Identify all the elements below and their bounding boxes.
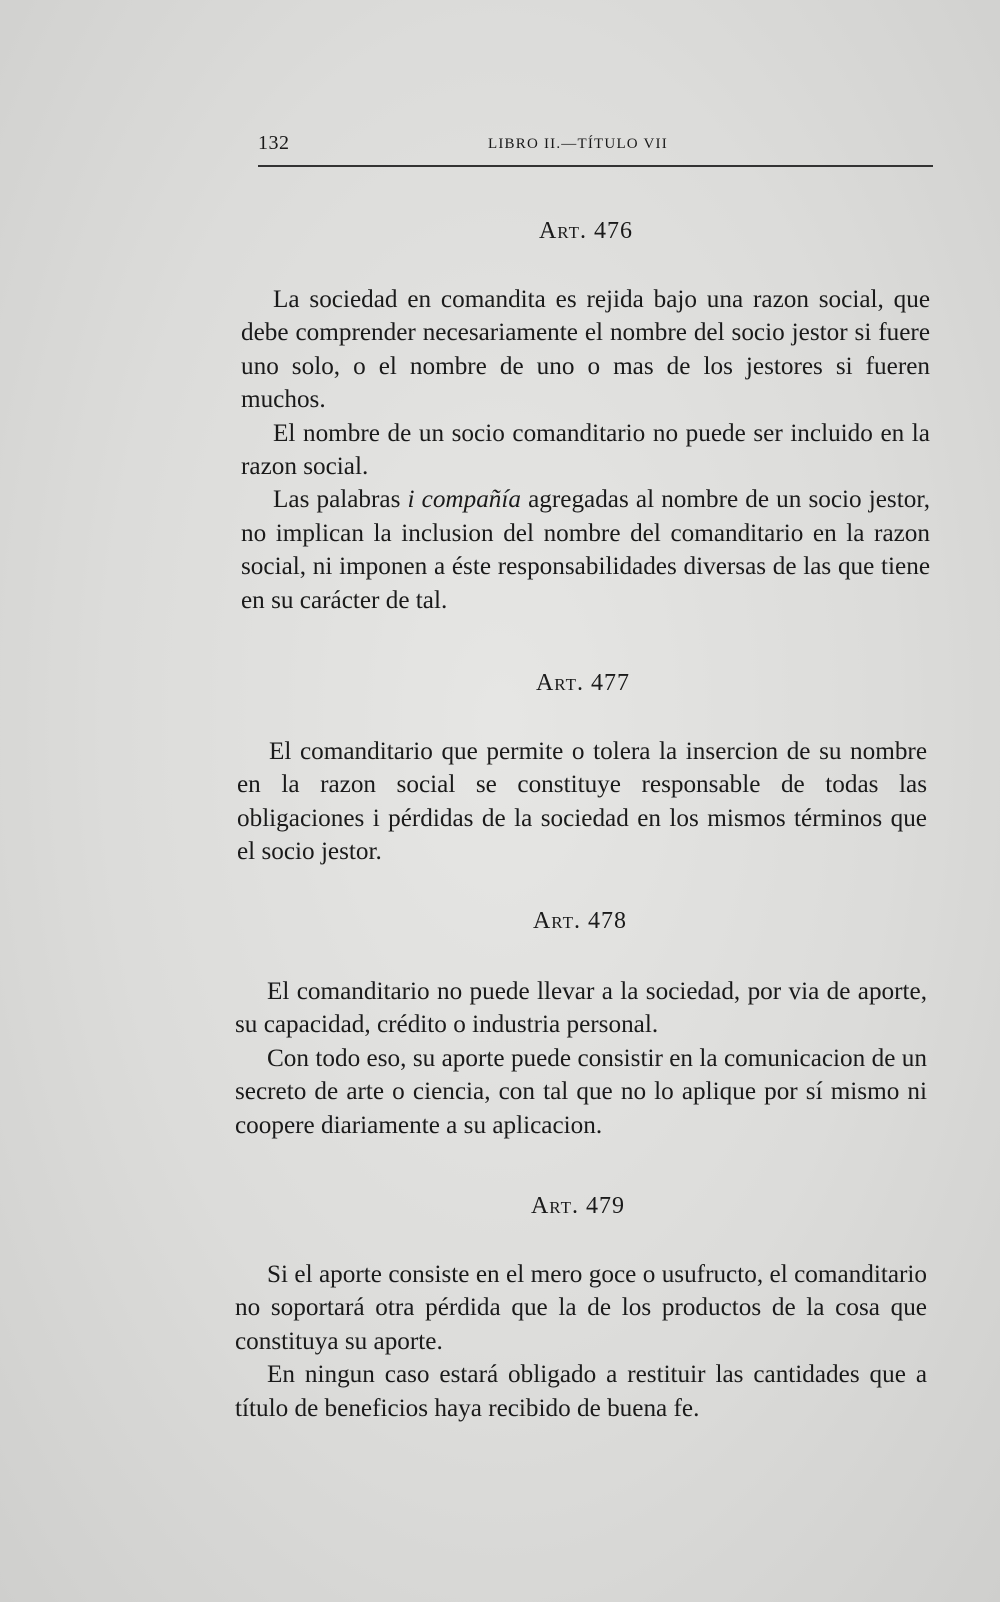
- article-body: [241, 283, 930, 617]
- article-heading: Art. 477: [535, 670, 631, 696]
- article-paragraph: La sociedad en comandita es rejida bajo una razon social, que debe comprender necesariamente el nombre del socio jestor si fuere uno solo, o el nombre de uno o mas de los jestores si fueren muchos.: [241, 286, 930, 414]
- header-rule: [258, 165, 933, 167]
- article-paragraph: El comanditario que permite o tolera la insercion de su nombre en la razon social se constituye responsable de todas las obligaciones i pérdidas de la sociedad en los mismos términos que el socio jestor.: [237, 738, 927, 866]
- article-heading: Art. 476: [538, 218, 634, 244]
- article-paragraph: Si el aporte consiste en el mero goce o usufructo, el comanditario no soportará otra pérdida que la de los productos de la cosa que constituya su aporte.: [235, 1261, 927, 1355]
- article-heading: Art. 479: [530, 1193, 626, 1219]
- article-paragraph: Las palabras i compañía agregadas al nombre de un socio jestor, no implican la inclusion del nombre del comanditario en la razon social, ni imponen a éste responsabilidades diversas de las que tiene en su carácter de tal.: [241, 486, 930, 614]
- article-paragraph: El nombre de un socio comanditario no puede ser incluido en la razon social.: [241, 419, 930, 481]
- article-body: [237, 735, 927, 869]
- italic-phrase: i compañía: [407, 486, 521, 514]
- article-paragraph: Con todo eso, su aporte puede consistir en la comunicacion de un secreto de arte o ciencia, con tal que no lo aplique por sí mismo ni coopere diariamente a su aplicacion.: [235, 1044, 927, 1139]
- article-paragraph: El comanditario no puede llevar a la sociedad, por via de aporte, su capacidad, crédito o industria personal.: [235, 978, 927, 1039]
- article-paragraph: En ningun caso estará obligado a restituir las cantidades que a título de beneficios haya recibido de buena fe.: [235, 1361, 927, 1422]
- article-body: [235, 1258, 927, 1425]
- article-heading: Art. 478: [532, 908, 628, 934]
- running-head: LIBRO II.—TÍTULO VII: [488, 136, 668, 152]
- page-header: [258, 132, 933, 158]
- page-number: 132: [258, 132, 290, 154]
- article-body: [235, 975, 927, 1142]
